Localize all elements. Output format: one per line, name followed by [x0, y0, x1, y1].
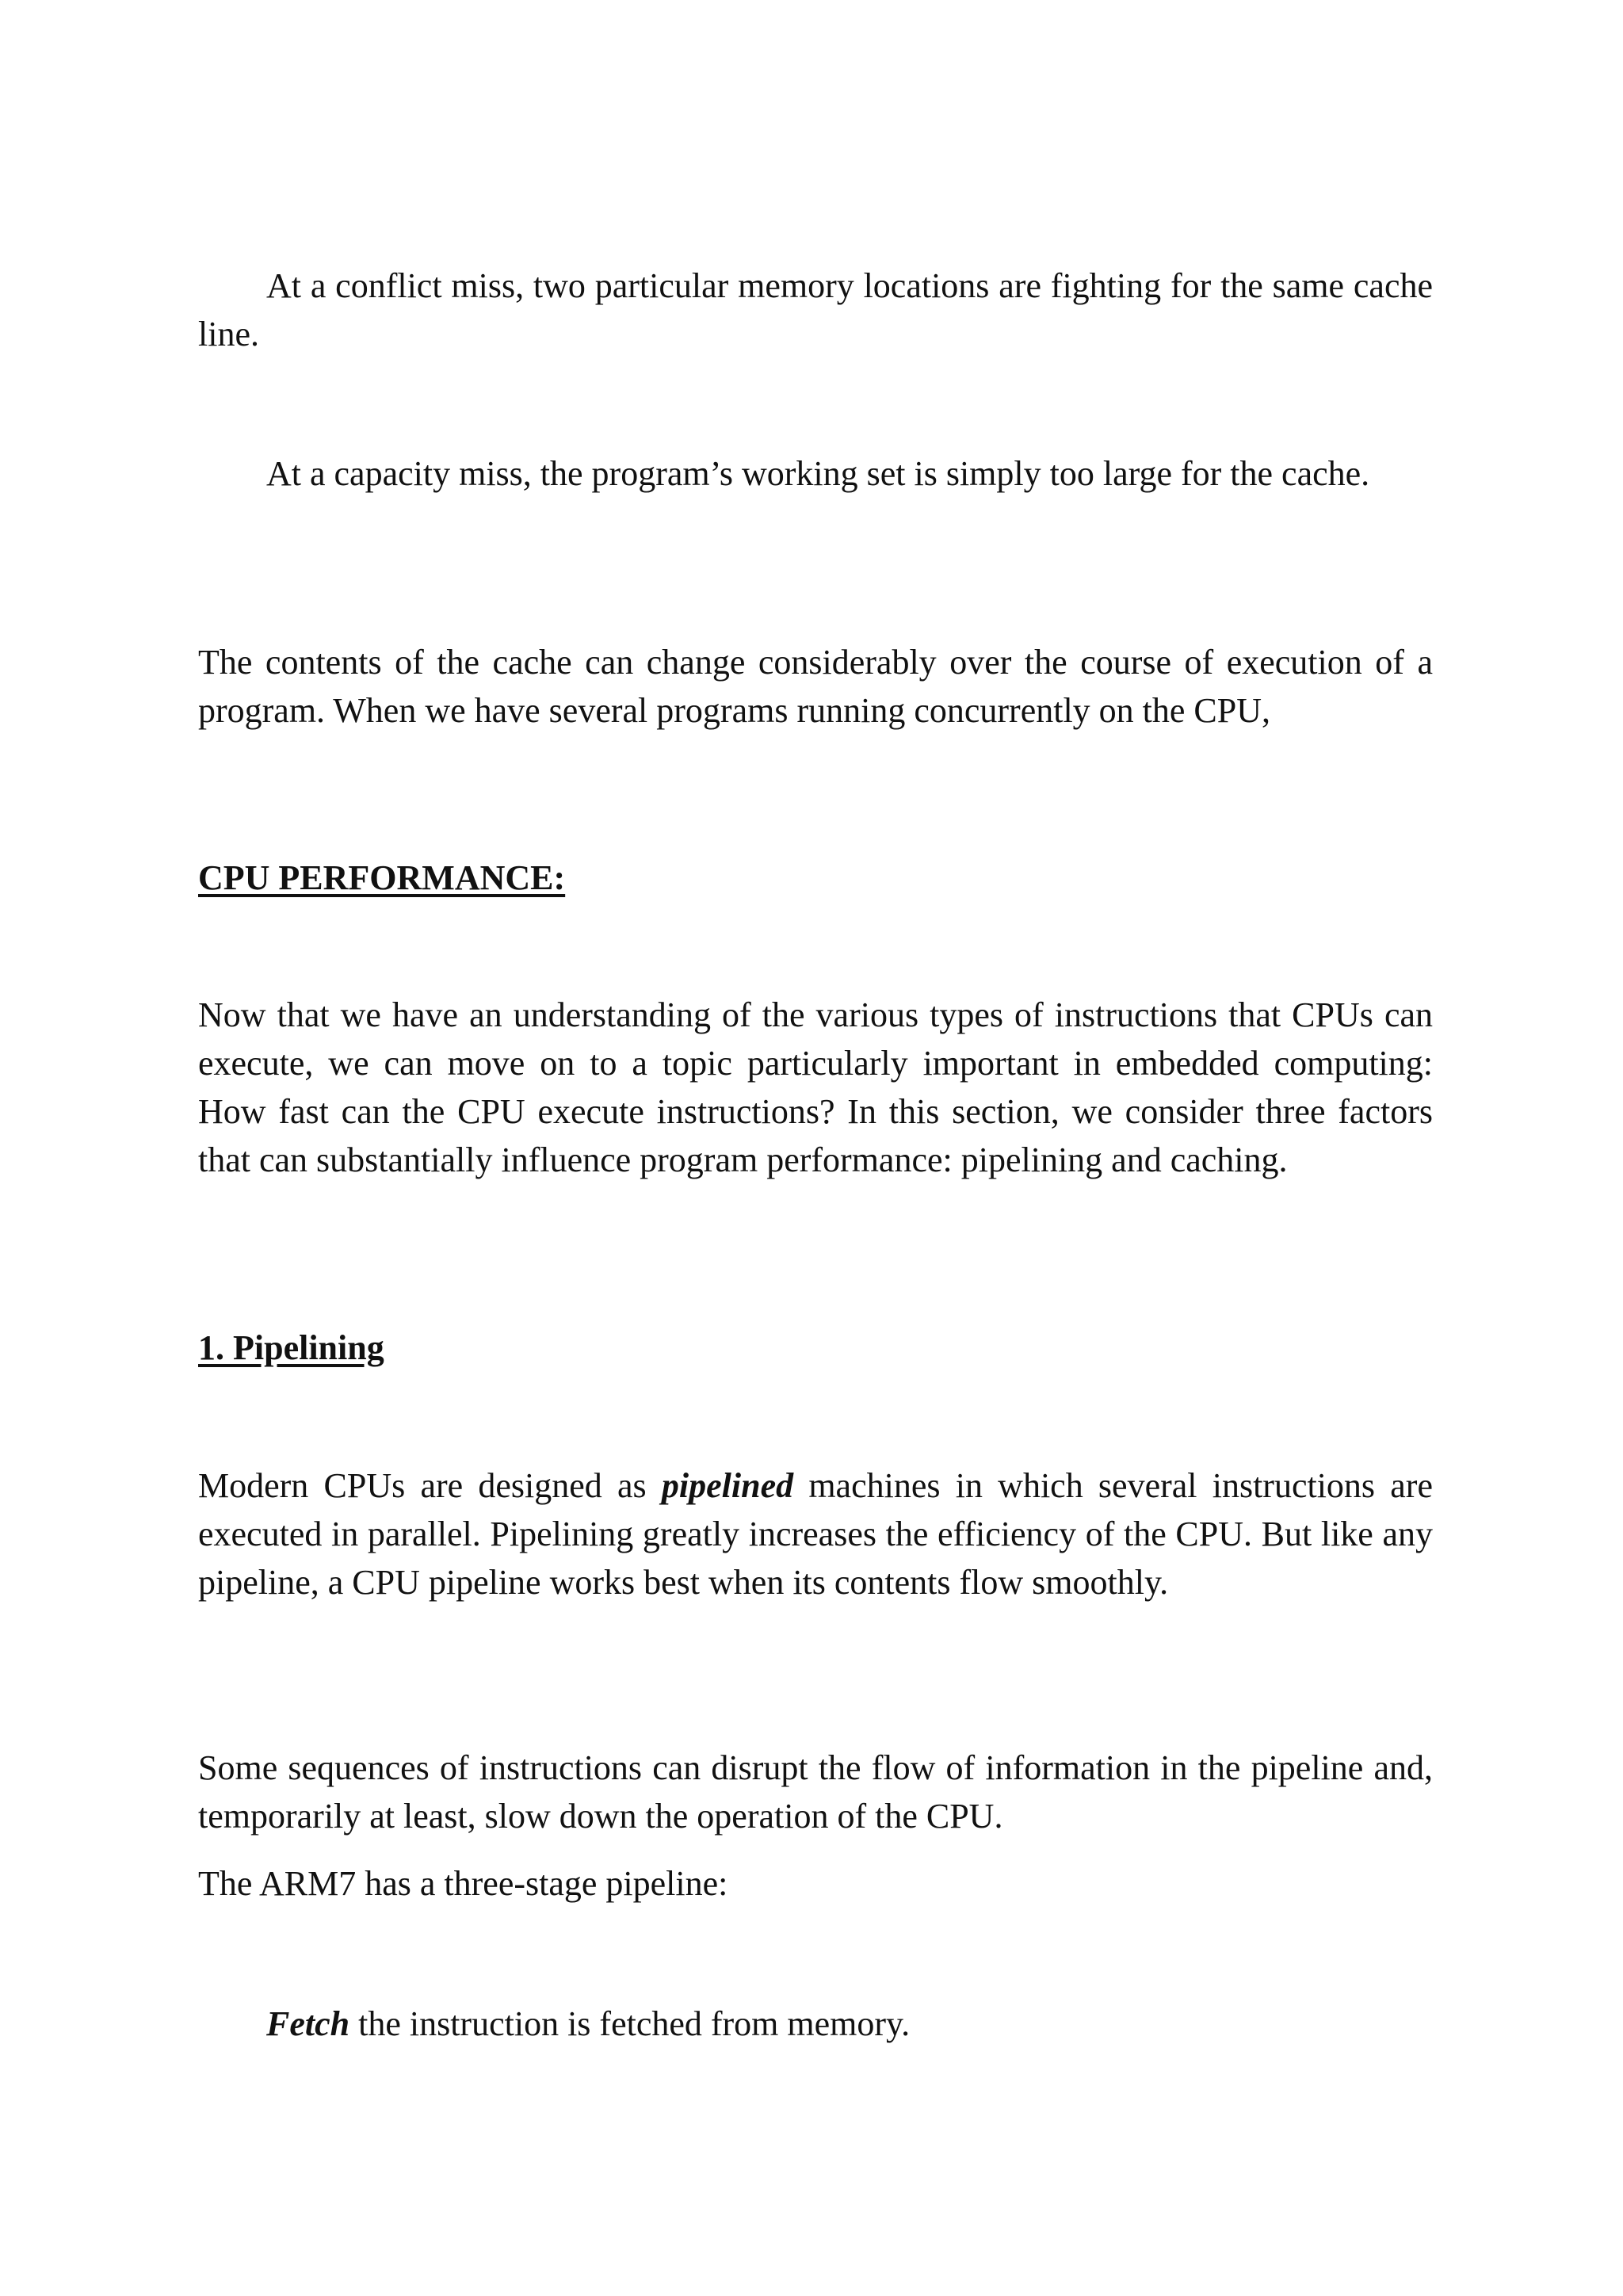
paragraph-pipelined-machines — [198, 1461, 1433, 1606]
pipelined-text-after: machines in which several instructions are executed in parallel. Pipelining greatly increases the efficiency of the CPU. But like any pipeline, a CPU pipeline works best when its contents flow smoothly. — [198, 1466, 1433, 1602]
list-item-fetch-stage — [266, 2000, 1433, 2048]
fetch-description: the instruction is fetched from memory. — [349, 2004, 911, 2043]
paragraph-cpu-intro: Now that we have an understanding of the various types of instructions that CPUs can execute, we can move on to a topic particularly important in embedded computing: How fast can the CPU execute instructions? In this section, we consider three factors that can substantially influence program performance: pipelining and caching. — [198, 995, 1433, 1179]
paragraph-conflict-miss: At a conflict miss, two particular memory locations are fighting for the same cache line. — [198, 266, 1433, 353]
paragraph-capacity-miss: At a capacity miss, the program’s working set is simply too large for the cache. — [266, 454, 1370, 493]
paragraph-pipeline-disrupt: Some sequences of instructions can disrupt the flow of information in the pipeline and, temporarily at least, slow down the operation of the CPU. — [198, 1748, 1433, 1836]
fetch-term: Fetch — [266, 2004, 350, 2043]
heading-pipelining: 1. Pipelining — [198, 1328, 384, 1367]
paragraph-arm7-pipeline: The ARM7 has a three-stage pipeline: — [198, 1864, 728, 1903]
heading-cpu-performance: CPU PERFORMANCE: — [198, 858, 566, 897]
paragraph-cache-contents: The contents of the cache can change considerably over the course of execution of a program. When we have several programs running concurrently on the CPU, — [198, 643, 1433, 730]
pipelined-term: pipelined — [661, 1466, 794, 1505]
pipelined-text-before: Modern CPUs are designed as — [198, 1466, 662, 1505]
